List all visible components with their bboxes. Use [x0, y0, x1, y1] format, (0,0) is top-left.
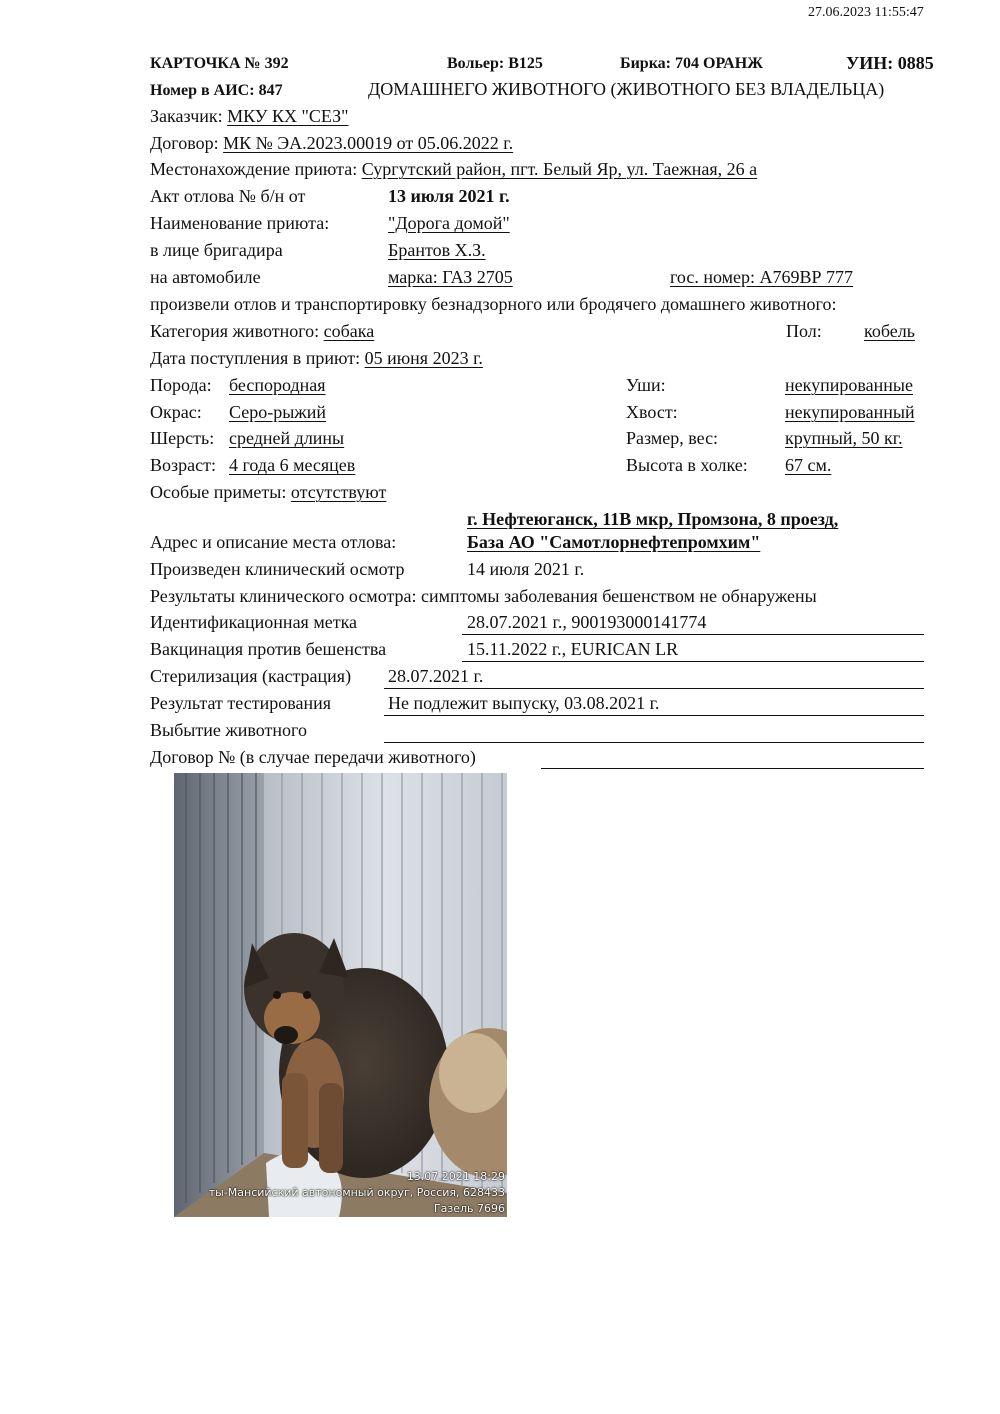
departure-underline — [384, 742, 924, 743]
special-marks-value: отсутствуют — [290, 482, 387, 502]
id-tag-label: Идентификационная метка — [150, 612, 358, 632]
capture-address-line2: База АО "Самотлорнефтепромхим" — [467, 532, 761, 552]
shelter-location-label: Местонахождение приюта: — [150, 159, 358, 179]
category-value: собака — [323, 321, 375, 341]
photo-stamp-vehicle: Газель 7696 — [433, 1202, 505, 1215]
height-value: 67 см. — [785, 455, 832, 475]
test-result-value: Не подлежит выпуску, 03.08.2021 г. — [388, 693, 660, 713]
print-timestamp: 27.06.2023 11:55:47 — [808, 5, 924, 20]
id-tag-underline — [462, 634, 924, 635]
transfer-contract-label: Договор № (в случае передачи животного) — [150, 747, 476, 767]
capture-address-label: Адрес и описание места отлова: — [150, 532, 397, 552]
contract-row — [150, 132, 513, 154]
category-row — [150, 320, 374, 342]
exam-results-value: симптомы заболевания бешенством не обнаружены — [421, 586, 817, 606]
vaccination-label: Вакцинация против бешенства — [150, 639, 387, 659]
age-value: 4 года 6 месяцев — [229, 455, 356, 475]
tag-number: Бирка: 704 ОРАНЖ — [620, 55, 763, 72]
shelter-location-value: Сургутский район, пгт. Белый Яр, ул. Таежная, 26 а — [361, 159, 758, 179]
card-subtitle: ДОМАШНЕГО ЖИВОТНОГО (ЖИВОТНОГО БЕЗ ВЛАДЕЛЬЦА) — [368, 79, 885, 99]
contract-label: Договор: — [150, 133, 219, 153]
shelter-name-value: "Дорога домой" — [388, 213, 510, 233]
sterilization-underline — [384, 688, 924, 689]
vehicle-plate: гос. номер: А769ВР 777 — [670, 267, 854, 287]
customer-value: МКУ КХ "СЕЗ" — [227, 106, 349, 126]
sex-label: Пол: — [786, 321, 822, 341]
shelter-location-row — [150, 158, 757, 180]
test-result-label: Результат тестирования — [150, 693, 331, 713]
height-label: Высота в холке: — [626, 455, 748, 475]
sex-value: кобель — [864, 321, 915, 341]
ais-number: Номер в АИС: 847 — [150, 82, 283, 99]
test-result-underline — [384, 715, 924, 716]
transfer-contract-underline — [541, 768, 924, 769]
foreman-label: в лице бригадира — [150, 240, 283, 260]
special-marks-label: Особые приметы: — [150, 482, 287, 502]
vaccination-value: 15.11.2022 г., EURICAN LR — [467, 639, 679, 659]
breed-value: беспородная — [229, 375, 326, 395]
exam-results-row — [150, 585, 817, 607]
animal-photo — [174, 773, 507, 1217]
enclosure-number: Вольер: В125 — [447, 55, 543, 72]
color-value: Серо-рыжий — [229, 402, 327, 422]
ears-value: некупированные — [785, 375, 913, 395]
arrival-date-row — [150, 347, 483, 369]
id-tag-value: 28.07.2021 г., 900193000141774 — [467, 612, 707, 632]
special-marks-row — [150, 481, 386, 503]
age-label: Возраст: — [150, 455, 216, 475]
uin-number: УИН: 0885 — [846, 53, 934, 73]
sterilization-label: Стерилизация (кастрация) — [150, 666, 352, 686]
ears-label: Уши: — [626, 375, 666, 395]
card-number: КАРТОЧКА № 392 — [150, 55, 289, 72]
breed-label: Порода: — [150, 375, 212, 395]
capture-address-line1: г. Нефтеюганск, 11В мкр, Промзона, 8 проезд, — [467, 509, 839, 529]
customer-row — [150, 105, 349, 127]
capture-act-label: Акт отлова № б/н от — [150, 186, 306, 206]
coat-value: средней длины — [229, 428, 345, 448]
category-label: Категория животного: — [150, 321, 320, 341]
foreman-value: Брантов Х.З. — [388, 240, 486, 260]
photo-stamp-location: ты-Мансийский автономный округ, Россия, 628433 — [208, 1186, 505, 1199]
coat-label: Шерсть: — [150, 428, 215, 448]
vaccination-underline — [462, 661, 924, 662]
customer-label: Заказчик: — [150, 106, 223, 126]
departure-label: Выбытие животного — [150, 720, 307, 740]
sterilization-value: 28.07.2021 г. — [388, 666, 484, 686]
exam-results-label: Результаты клинического осмотра: — [150, 586, 417, 606]
contract-value: МК № ЭА.2023.00019 от 05.06.2022 г. — [223, 133, 514, 153]
capture-act-date: 13 июля 2021 г. — [388, 186, 510, 206]
size-weight-value: крупный, 50 кг. — [785, 428, 903, 448]
clinical-exam-label: Произведен клинический осмотр — [150, 559, 405, 579]
tail-value: некупированный — [785, 402, 915, 422]
size-weight-label: Размер, вес: — [626, 428, 719, 448]
vehicle-make: марка: ГАЗ 2705 — [388, 267, 513, 287]
photo-stamp-datetime: 13.07.2021 18:29 — [406, 1170, 505, 1183]
shelter-name-label: Наименование приюта: — [150, 213, 330, 233]
tail-label: Хвост: — [626, 402, 678, 422]
animal-photo-drawing — [174, 773, 507, 1217]
arrival-date-label: Дата поступления в приют: — [150, 348, 361, 368]
arrival-date-value: 05 июня 2023 г. — [364, 348, 483, 368]
clinical-exam-date: 14 июля 2021 г. — [467, 559, 585, 579]
vehicle-label: на автомобиле — [150, 267, 261, 287]
color-label: Окрас: — [150, 402, 202, 422]
capture-statement: произвели отлов и транспортировку безнадзорного или бродячего домашнего животного: — [150, 294, 837, 314]
